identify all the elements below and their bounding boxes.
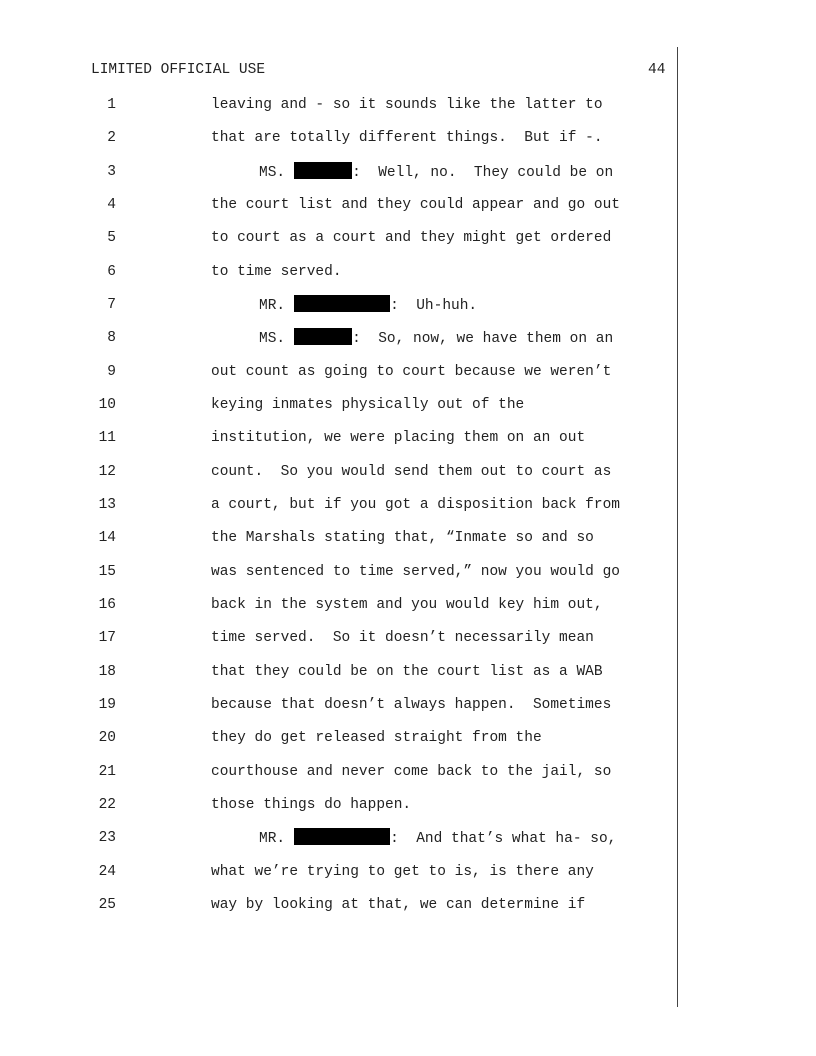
speaker-title: MR. xyxy=(259,298,286,314)
line-number: 9 xyxy=(107,364,116,380)
line-text: count. So you would send them out to court as xyxy=(211,464,612,480)
redaction-box xyxy=(294,828,390,845)
transcript-line xyxy=(0,562,680,595)
transcript-line xyxy=(0,228,680,261)
line-text: leaving and - so it sounds like the latter to xyxy=(211,97,603,113)
transcript-line xyxy=(0,495,680,528)
redaction-box xyxy=(294,328,352,345)
transcript-line xyxy=(0,895,680,928)
line-text: a court, but if you got a disposition back from xyxy=(211,497,620,513)
line-text: was sentenced to time served,” now you would go xyxy=(211,564,620,580)
transcript-line xyxy=(0,195,680,228)
line-text: what we’re trying to get to is, is there any xyxy=(211,864,594,880)
speaker-line xyxy=(259,162,613,183)
speaker-title: MR. xyxy=(259,831,286,847)
transcript-line xyxy=(0,395,680,428)
line-text: institution, we were placing them on an out xyxy=(211,430,586,446)
transcript-line xyxy=(0,795,680,828)
transcript-line xyxy=(0,362,680,395)
transcript-line xyxy=(0,695,680,728)
transcript-line xyxy=(0,662,680,695)
line-number: 16 xyxy=(98,597,116,613)
line-text: that are totally different things. But if -. xyxy=(211,130,603,146)
transcript-line xyxy=(0,162,680,195)
line-number: 4 xyxy=(107,197,116,213)
transcript-line xyxy=(0,462,680,495)
line-number: 3 xyxy=(107,164,116,180)
line-number: 22 xyxy=(98,797,116,813)
redaction-box xyxy=(294,162,352,179)
line-text: way by looking at that, we can determine if xyxy=(211,897,586,913)
transcript-line xyxy=(0,262,680,295)
transcript-line xyxy=(0,428,680,461)
line-number: 6 xyxy=(107,264,116,280)
transcript-line xyxy=(0,528,680,561)
line-text: the Marshals stating that, “Inmate so and so xyxy=(211,530,594,546)
line-number: 17 xyxy=(98,630,116,646)
speaker-line xyxy=(259,828,616,849)
line-text: because that doesn’t always happen. Sometimes xyxy=(211,697,612,713)
speaker-line xyxy=(259,328,613,349)
line-number: 19 xyxy=(98,697,116,713)
line-text: to court as a court and they might get ordered xyxy=(211,230,612,246)
line-text: : And that’s what ha- so, xyxy=(390,831,617,847)
speaker-title: MS. xyxy=(259,331,286,347)
line-number: 10 xyxy=(98,397,116,413)
transcript-line xyxy=(0,862,680,895)
transcript-line xyxy=(0,595,680,628)
transcript-line xyxy=(0,728,680,761)
page-number: 44 xyxy=(648,62,666,78)
line-number: 15 xyxy=(98,564,116,580)
line-text: courthouse and never come back to the jail, so xyxy=(211,764,612,780)
classification-label: LIMITED OFFICIAL USE xyxy=(91,62,266,78)
speaker-line xyxy=(259,295,477,316)
speaker-title: MS. xyxy=(259,165,286,181)
line-text: that they could be on the court list as a WAB xyxy=(211,664,603,680)
line-number: 8 xyxy=(107,330,116,346)
transcript-line xyxy=(0,295,680,328)
transcript-line xyxy=(0,762,680,795)
line-text: : So, now, we have them on an xyxy=(352,331,614,347)
line-number: 24 xyxy=(98,864,116,880)
redaction-box xyxy=(294,295,390,312)
line-number: 7 xyxy=(107,297,116,313)
line-text: those things do happen. xyxy=(211,797,412,813)
line-number: 2 xyxy=(107,130,116,146)
line-number: 20 xyxy=(98,730,116,746)
line-number: 11 xyxy=(98,430,116,446)
line-number: 12 xyxy=(98,464,116,480)
transcript-line xyxy=(0,828,680,861)
line-text: : Uh-huh. xyxy=(390,298,478,314)
line-text: back in the system and you would key him out, xyxy=(211,597,603,613)
line-number: 14 xyxy=(98,530,116,546)
line-text: keying inmates physically out of the xyxy=(211,397,525,413)
line-number: 25 xyxy=(98,897,116,913)
line-text: out count as going to court because we weren’t xyxy=(211,364,612,380)
line-number: 13 xyxy=(98,497,116,513)
line-number: 5 xyxy=(107,230,116,246)
line-text: : Well, no. They could be on xyxy=(352,165,614,181)
line-number: 1 xyxy=(107,97,116,113)
transcript-line xyxy=(0,128,680,161)
line-text: the court list and they could appear and go out xyxy=(211,197,620,213)
transcript-line xyxy=(0,628,680,661)
line-number: 18 xyxy=(98,664,116,680)
line-number: 21 xyxy=(98,764,116,780)
line-number: 23 xyxy=(98,830,116,846)
line-text: time served. So it doesn’t necessarily mean xyxy=(211,630,594,646)
transcript-line xyxy=(0,328,680,361)
line-text: to time served. xyxy=(211,264,342,280)
line-text: they do get released straight from the xyxy=(211,730,542,746)
transcript-line xyxy=(0,95,680,128)
